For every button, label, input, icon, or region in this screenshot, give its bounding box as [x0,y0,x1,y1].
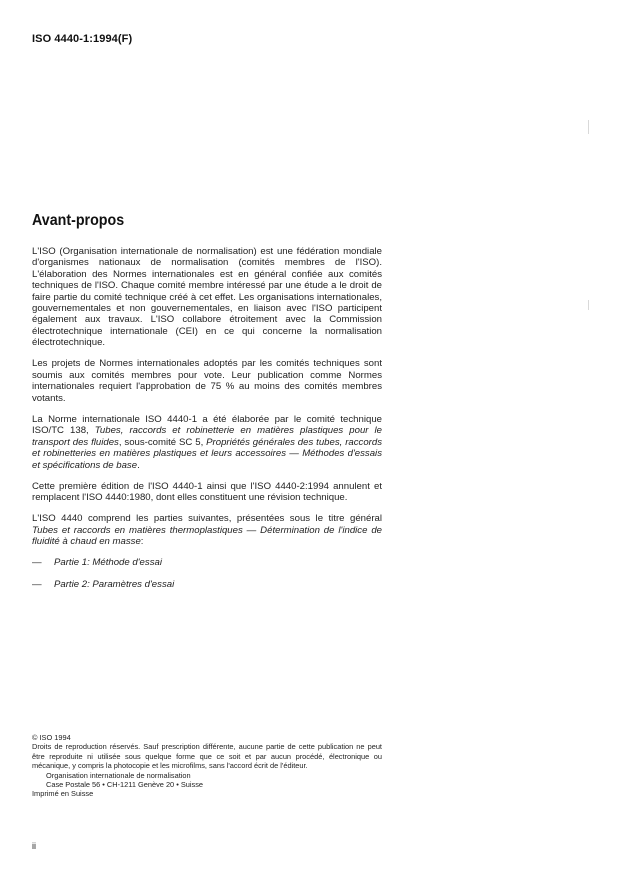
document-id-header: ISO 4440-1:1994(F) [32,33,133,45]
list-item-part-2 [32,579,382,590]
parts-intro-colon: : [140,536,144,548]
committee-text-2: , sous-comité SC 5, [118,436,207,448]
parts-list [32,557,382,590]
paragraph-committee [32,414,382,471]
dash-bullet: — [32,578,42,590]
part-2-label: Partie 2: Paramètres d'essai [54,578,175,590]
paragraph-parts-intro [32,513,382,547]
committee-tc-title: Tubes, raccords et robinetterie en matières plastiques pour le transport des fluides [32,425,382,448]
publisher-address: Case Postale 56 • CH-1211 Genève 20 • Suisse [46,780,204,790]
copyright-rights: Droits de reproduction réservés. Sauf prescription différente, aucune partie de cette publication ne peut être reproduite ni utilisée sous quelque forme que ce soit et par aucun procédé, électronique ou mécanique, y compris la photocopie et les microfilms, sans l'accord écrit de l'éditeur. [32,742,382,771]
page-number: ii [32,841,36,851]
parts-intro-text: L'ISO 4440 comprend les parties suivantes, présentées sous le titre général [32,513,382,525]
list-item-part-1 [32,557,382,568]
parts-general-title: Tubes et raccords en matières thermoplastiques — Détermination de l'indice de fluidité à chaud en masse [32,524,382,548]
publisher-org: Organisation internationale de normalisation [46,770,191,780]
scan-edge-mark [588,300,589,310]
dash-bullet: — [32,557,42,569]
scan-edge-mark [588,120,589,134]
paragraph-voting: Les projets de Normes internationales adoptés par les comités techniques sont soumis aux comités membres pour vote. Leur publication comme Normes internationales requiert l'approbation de 75 % au moins des comités membres votants. [32,358,382,404]
committee-text-1: La Norme internationale ISO 4440-1 a été élaborée par le comité technique ISO/TC 138, [32,413,382,437]
committee-text-3: . [137,459,140,471]
printed-in: Imprimé en Suisse [32,789,94,799]
paragraph-edition: Cette première édition de l'ISO 4440-1 ainsi que l'ISO 4440-2:1994 annulent et remplacent l'ISO 4440:1980, dont elles constituent une révision technique. [32,480,382,504]
copyright-notice: © ISO 1994 [32,733,71,742]
foreword-body [32,246,382,600]
paragraph-iso-description: L'ISO (Organisation internationale de normalisation) est une fédération mondiale d'organismes nationaux de normalisation (comités membres de l'ISO). L'élaboration des Normes internationales est en général confiée aux comités techniques de l'ISO. Chaque comité membre intéressé par une étude a le droit de faire partie du comité technique créé à cet effet. Les organisations internationales, gouvernementales et non gouvernementales, en liaison avec l'ISO participent également aux travaux. L'ISO collabore étroitement avec la Commission électrotechnique internationale (CEI) en ce qui concerne la normalisation électrotechnique. [32,246,382,349]
part-1-label: Partie 1: Méthode d'essai [54,557,162,569]
committee-sc-title: Propriétés générales des tubes, raccords et robinetteries en matières plastiques et leurs accessoires — Méthodes d'essais et spécifications de base [32,436,382,471]
section-title: Avant-propos [32,212,125,229]
copyright-block [32,733,382,799]
